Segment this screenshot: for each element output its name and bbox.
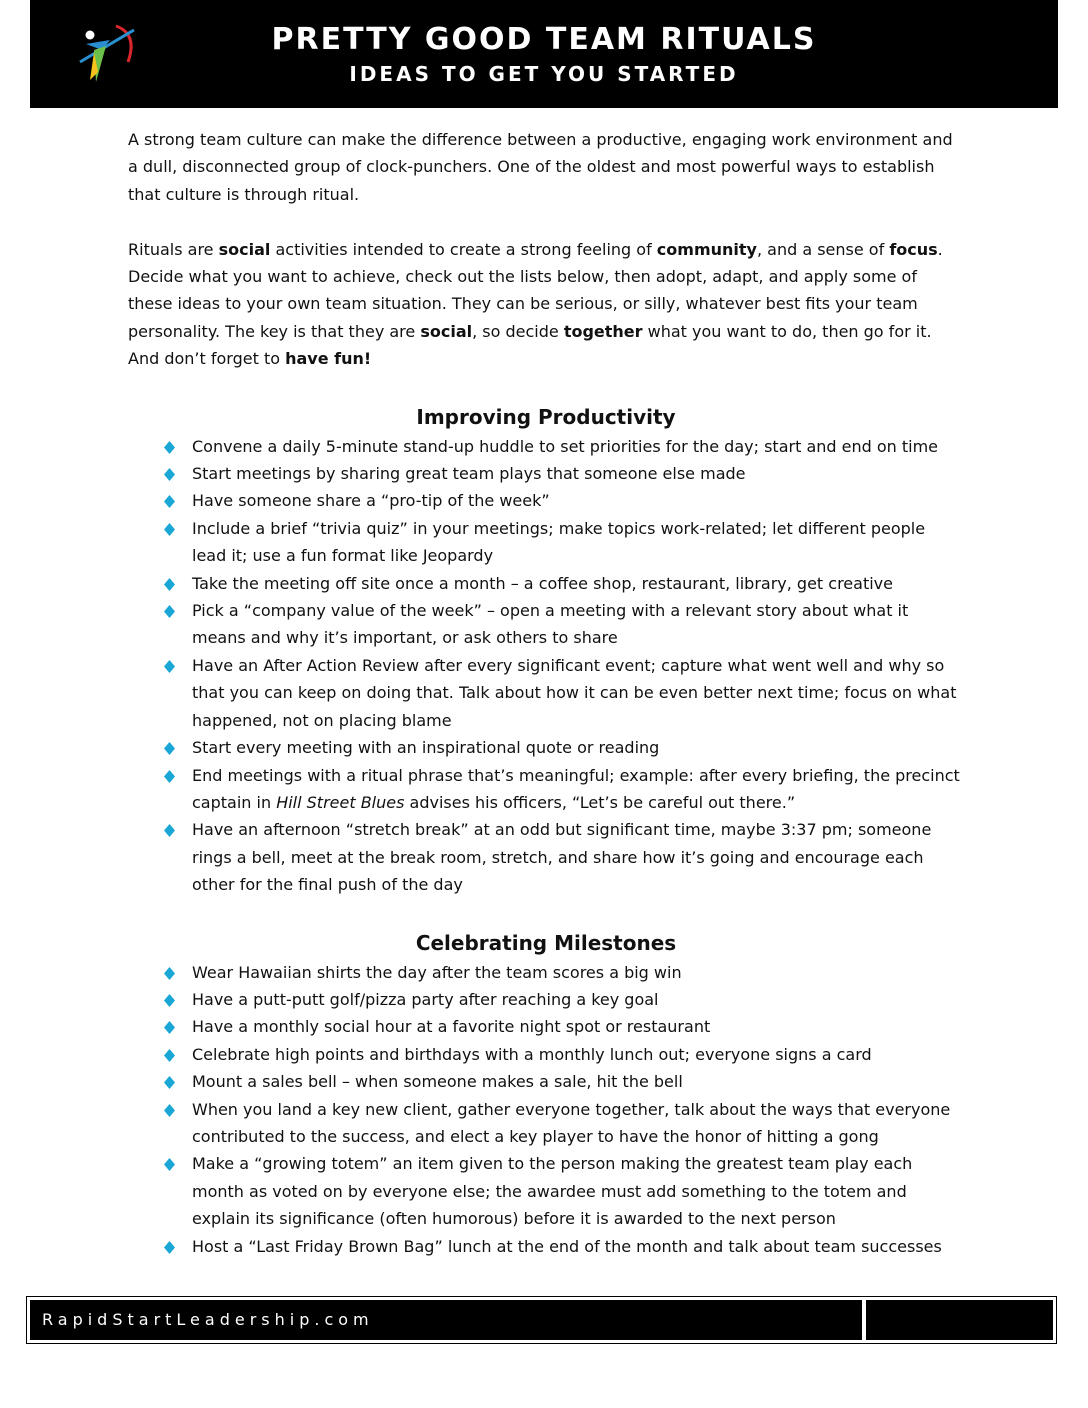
- list-item-text: Have an afternoon “stretch break” at an odd but significant time, maybe 3:37 pm; someone rings a bell, meet at the break room, stretch, and share how it’s going and encourage each other for the final push of the day: [192, 820, 932, 895]
- diamond-bullet-icon: [164, 742, 175, 753]
- list-item-text: Pick a “company value of the week” – open a meeting with a relevant story about what it means and why it’s important, or ask others to share: [192, 601, 909, 648]
- diamond-bullet-icon: [164, 1104, 175, 1115]
- list-item: [128, 816, 964, 898]
- main-content: [128, 126, 964, 1260]
- list-item-text: Host a “Last Friday Brown Bag” lunch at the end of the month and talk about team successes: [192, 1236, 942, 1256]
- list-item-text: When you land a key new client, gather everyone together, talk about the ways that everyone contributed to the success, and elect a key player to have the honor of hitting a gong: [192, 1099, 951, 1146]
- diamond-bullet-icon: [164, 994, 175, 1005]
- diamond-bullet-icon: [164, 770, 175, 781]
- text-span: what you want to do, then go for it. And don’t forget to: [128, 321, 932, 369]
- diamond-bullet-icon: [164, 1241, 175, 1252]
- list-item: [128, 433, 964, 460]
- list-item: [128, 652, 964, 734]
- list-item-text: Make a “growing totem” an item given to the person making the greatest team play each month as voted on by everyone else; the awardee must add something to the totem and explain its significance (often humorous) before it is awarded to the next person: [192, 1154, 913, 1229]
- milestones-list: [128, 959, 964, 1260]
- list-item: [128, 1013, 964, 1040]
- page-footer: [26, 1296, 1057, 1344]
- list-item: [128, 1068, 964, 1095]
- list-item: [128, 570, 964, 597]
- italic-show-title: Hill Street Blues: [276, 792, 405, 812]
- section-title-productivity: Improving Productivity: [416, 404, 676, 429]
- list-item-text: Wear Hawaiian shirts the day after the team scores a big win: [192, 962, 682, 982]
- list-item: [128, 734, 964, 761]
- list-item-text: advises his officers, “Let’s be careful out there.”: [404, 792, 796, 812]
- text-span: Rituals are: [128, 239, 219, 259]
- list-item: [128, 1233, 964, 1260]
- list-item-text: Mount a sales bell – when someone makes a sale, hit the bell: [192, 1072, 683, 1092]
- list-item: [128, 986, 964, 1013]
- bold-social: social: [420, 321, 473, 341]
- list-item: [128, 959, 964, 986]
- bold-focus: focus: [889, 239, 938, 259]
- diamond-bullet-icon: [164, 1158, 175, 1169]
- page-title: PRETTY GOOD TEAM RITUALS: [271, 22, 817, 57]
- page-header: [30, 0, 1058, 108]
- intro-paragraph-1: A strong team culture can make the difference between a productive, engaging work environment and a dull, disconnected group of clock-punchers. One of the oldest and most powerful ways to establish that culture is through ritual.: [128, 130, 953, 204]
- diamond-bullet-icon: [164, 578, 175, 589]
- diamond-bullet-icon: [164, 824, 175, 835]
- diamond-bullet-icon: [164, 468, 175, 479]
- bold-social: social: [218, 239, 271, 259]
- list-item-text: Convene a daily 5-minute stand-up huddle to set priorities for the day; start and end on time: [192, 436, 939, 456]
- list-item-text: Start meetings by sharing great team plays that someone else made: [192, 464, 746, 484]
- diamond-bullet-icon: [164, 1076, 175, 1087]
- diamond-bullet-icon: [164, 605, 175, 616]
- diamond-bullet-icon: [164, 967, 175, 978]
- intro-paragraph-2: [128, 236, 964, 373]
- list-item: [128, 515, 964, 570]
- list-item: [128, 460, 964, 487]
- bold-community: community: [656, 239, 757, 259]
- bold-have-fun: have fun!: [285, 349, 372, 369]
- text-span: , so decide: [472, 321, 564, 341]
- list-item-text: Have someone share a “pro-tip of the week”: [192, 491, 550, 511]
- footer-site-link[interactable]: RapidStartLeadership.com: [30, 1300, 862, 1340]
- list-item: [128, 1150, 964, 1232]
- text-span: , and a sense of: [756, 239, 890, 259]
- list-item-text: Have an After Action Review after every significant event; capture what went well and why so that you can keep on doing that. Talk about how it can be even better next time; focus on what happened, not on placing blame: [192, 655, 957, 730]
- list-item-text: Celebrate high points and birthdays with a monthly lunch out; everyone signs a card: [192, 1044, 872, 1064]
- text-span: activities intended to create a strong feeling of: [270, 239, 657, 259]
- diamond-bullet-icon: [164, 1021, 175, 1032]
- section-title-milestones: Celebrating Milestones: [415, 930, 677, 955]
- diamond-bullet-icon: [164, 1049, 175, 1060]
- list-item: [128, 487, 964, 514]
- footer-page-box: [866, 1300, 1053, 1340]
- page-subtitle: IDEAS TO GET YOU STARTED: [349, 62, 739, 86]
- diamond-bullet-icon: [164, 441, 175, 452]
- productivity-list: [128, 433, 964, 899]
- text-span: . Decide what you want to achieve, check out the lists below, then adopt, adapt, and apply some of these ideas to your own team situation. They can be serious, or silly, whatever best fits your team personality. The key is that they are: [128, 239, 943, 341]
- list-item: [128, 1041, 964, 1068]
- list-item-text: Start every meeting with an inspirational quote or reading: [192, 738, 660, 758]
- bold-together: together: [563, 321, 643, 341]
- list-item-text: End meetings with a ritual phrase that’s meaningful; example: after every briefing, the precinct captain in: [192, 765, 960, 812]
- list-item-text: Have a putt-putt golf/pizza party after reaching a key goal: [192, 989, 659, 1009]
- list-item: [128, 597, 964, 652]
- list-item-text: Include a brief “trivia quiz” in your meetings; make topics work-related; let different people lead it; use a fun format like Jeopardy: [192, 518, 926, 566]
- diamond-bullet-icon: [164, 660, 175, 671]
- diamond-bullet-icon: [164, 523, 175, 534]
- list-item-text: Have a monthly social hour at a favorite night spot or restaurant: [192, 1017, 711, 1037]
- diamond-bullet-icon: [164, 495, 175, 506]
- list-item-text: Take the meeting off site once a month – a coffee shop, restaurant, library, get creative: [192, 573, 893, 593]
- list-item: [128, 762, 964, 817]
- list-item: [128, 1096, 964, 1151]
